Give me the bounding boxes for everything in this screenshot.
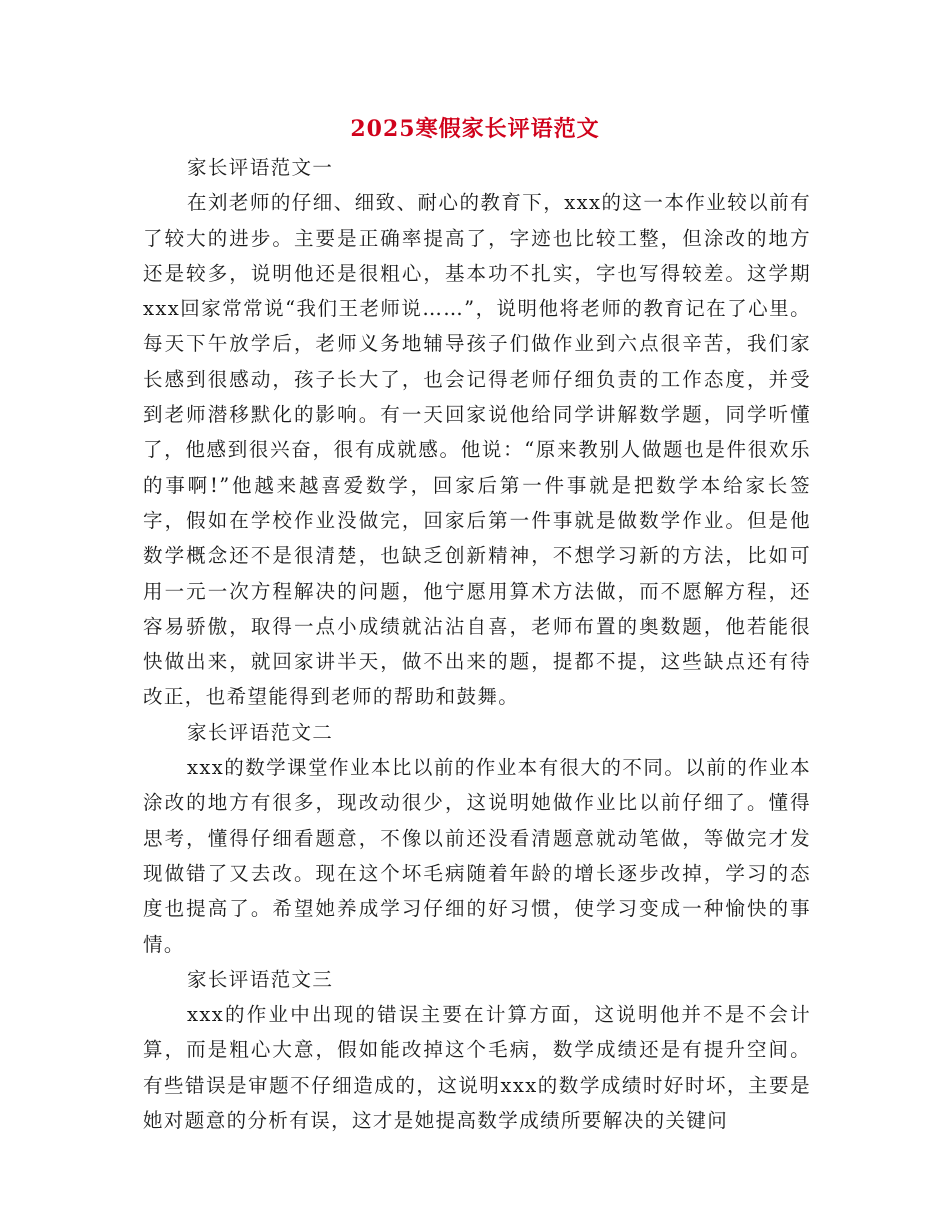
section-paragraph-2: xxx的数学课堂作业本比以前的作业本有很大的不同。以前的作业本涂改的地方有很多，现改动很少，这说明她做作业比以前仔细了。懂得思考，懂得仔细看题意，不像以前还没看清题意就动笔做，等做完才发现做错了又去改。现在这个坏毛病随着年龄的增长逐步改掉，学习的态度也提高了。希望她养成学习仔细的好习惯，使学习变成一种愉快的事情。 xyxy=(143,756,811,956)
section-heading-1: 家长评语范文一 xyxy=(187,156,334,179)
section-heading-3: 家长评语范文三 xyxy=(187,967,334,991)
section-paragraph-3: xxx的作业中出现的错误主要在计算方面，这说明他并不是不会计算，而是粗心大意，假如能改掉这个毛病，数学成绩还是有提升空间。有些错误是审题不仔细造成的，这说明xxx的数学成绩时好时坏，主要是她对题意的分析有误，这才是她提高数学成绩所要解决的关键问 xyxy=(143,1003,811,1133)
section-paragraph-1: 在刘老师的仔细、细致、耐心的教育下，xxx的这一本作业较以前有了较大的进步。主要是正确率提高了，字迹也比较工整，但涂改的地方还是较多，说明他还是很粗心，基本功不扎实，字也写得较差。这学期xxx回家常常说“我们王老师说……”，说明他将老师的教育记在了心里。每天下午放学后，老师义务地辅导孩子们做作业到六点很辛苦，我们家长感到很感动，孩子长大了，也会记得老师仔细负责的工作态度，并受到老师潜移默化的影响。有一天回家说他给同学讲解数学题，同学听懂了，他感到很兴奋，很有成就感。他说：“原来教别人做题也是件很欢乐的事啊!”他越来越喜爱数学，回家后第一件事就是把数学本给家长签字，假如在学校作业没做完，回家后第一件事就是做数学作业。但是他数学概念还不是很清楚，也缺乏创新精神，不想学习新的方法，比如可用一元一次方程解决的问题，他宁愿用算术方法做，而不愿解方程，还容易骄傲，取得一点小成绩就沾沾自喜，老师布置的奥数题，他若能很快做出来，就回家讲半天，做不出来的题，提都不提，这些缺点还有待改正，也希望能得到老师的帮助和鼓舞。 xyxy=(143,191,811,709)
document-title: 2025寒假家长评语范文 xyxy=(350,116,600,142)
document-body xyxy=(143,150,811,1138)
section-heading-2: 家长评语范文二 xyxy=(187,720,334,744)
